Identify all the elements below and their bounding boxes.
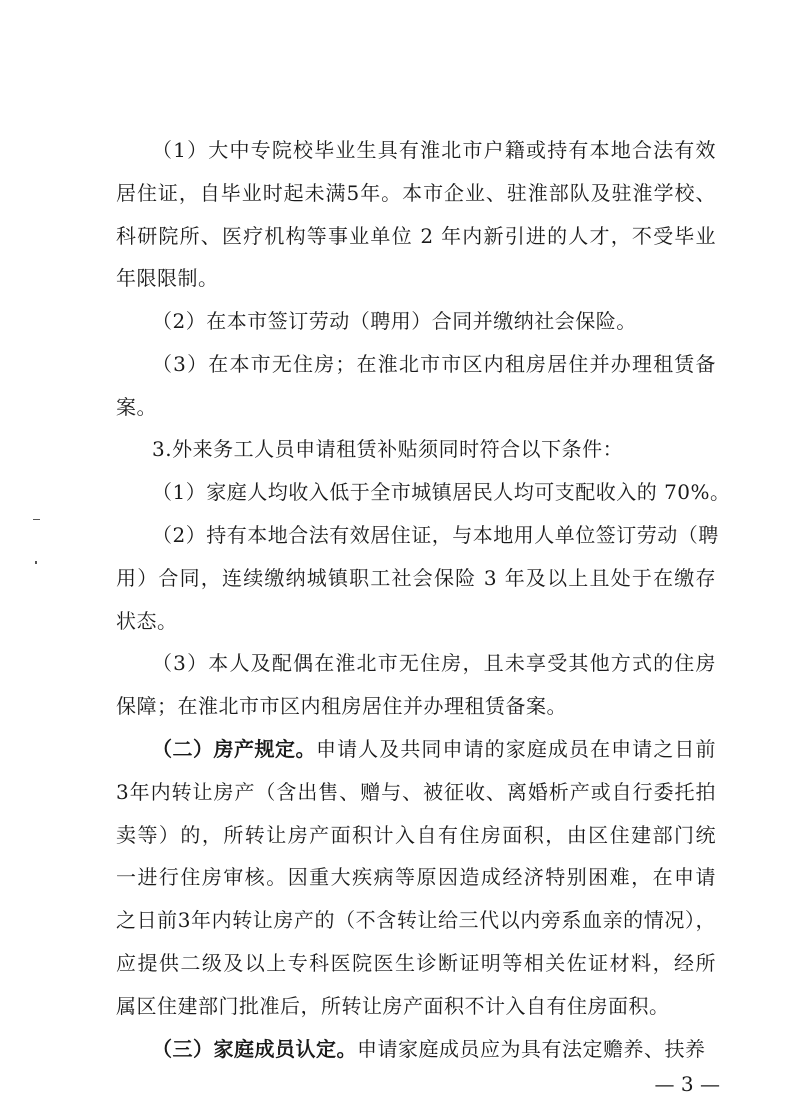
text-line: （3）本人及配偶在淮北市无住房，且未享受其他方式的住房 [152, 651, 716, 675]
text-line: 状态。 [116, 609, 178, 633]
scan-mark [35, 561, 37, 564]
text-line: 申请人及共同申请的家庭成员在申请之日前 [316, 737, 716, 761]
text-line: 一进行住房审核。因重大疾病等原因造成经济特别困难，在申请 [116, 865, 716, 889]
text-line: （2）在本市签订劳动（聘用）合同并缴纳社会保险。 [152, 309, 637, 333]
text-line: 3.外来务工人员申请租赁补贴须同时符合以下条件： [152, 437, 624, 461]
text-line: （3）在本市无住房；在淮北市市区内租房居住并办理租赁备 [152, 352, 716, 376]
section-line [152, 729, 716, 769]
text-line: 用）合同，连续缴纳城镇职工社会保险 3 年及以上且处于在缴存 [116, 566, 716, 590]
text-line: 年限限制。 [116, 266, 219, 290]
text-line: 属区住建部门批准后，所转让房产面积不计入自有住房面积。 [116, 994, 670, 1018]
text-line: 科研院所、医疗机构等事业单位 2 年内新引进的人才，不受毕业 [116, 224, 716, 248]
text-line: （1）大中专院校毕业生具有淮北市户籍或持有本地合法有效 [152, 138, 716, 162]
text-line: （2）持有本地合法有效居住证，与本地用人单位签订劳动（聘 [152, 523, 719, 547]
text-line: 案。 [116, 395, 157, 419]
text-line: 应提供二级及以上专科医院医生诊断证明等相关佐证材料，经所 [116, 951, 716, 975]
section-heading: （二）房产规定。 [152, 737, 316, 761]
text-line: 卖等）的，所转让房产面积计入自有住房面积，由区住建部门统 [116, 823, 716, 847]
text-line: 申请家庭成员应为具有法定赡养、扶养 [357, 1037, 706, 1061]
page-number: — 3 — [654, 1072, 720, 1096]
text-line: 3年内转让房产（含出售、赠与、被征收、离婚析产或自行委托拍 [116, 780, 716, 804]
text-line: 保障；在淮北市市区内租房居住并办理租赁备案。 [116, 694, 567, 718]
section-heading: （三）家庭成员认定。 [152, 1037, 357, 1061]
text-line: 居住证，自毕业时起未满5年。本市企业、驻淮部队及驻淮学校、 [116, 181, 716, 205]
text-line: 之日前3年内转让房产的（不含转让给三代以内旁系血亲的情况）， [116, 908, 716, 932]
section-line [152, 1029, 706, 1069]
text-line: （1）家庭人均收入低于全市城镇居民人均可支配收入的 70%。 [152, 480, 731, 504]
scan-mark [33, 519, 40, 520]
